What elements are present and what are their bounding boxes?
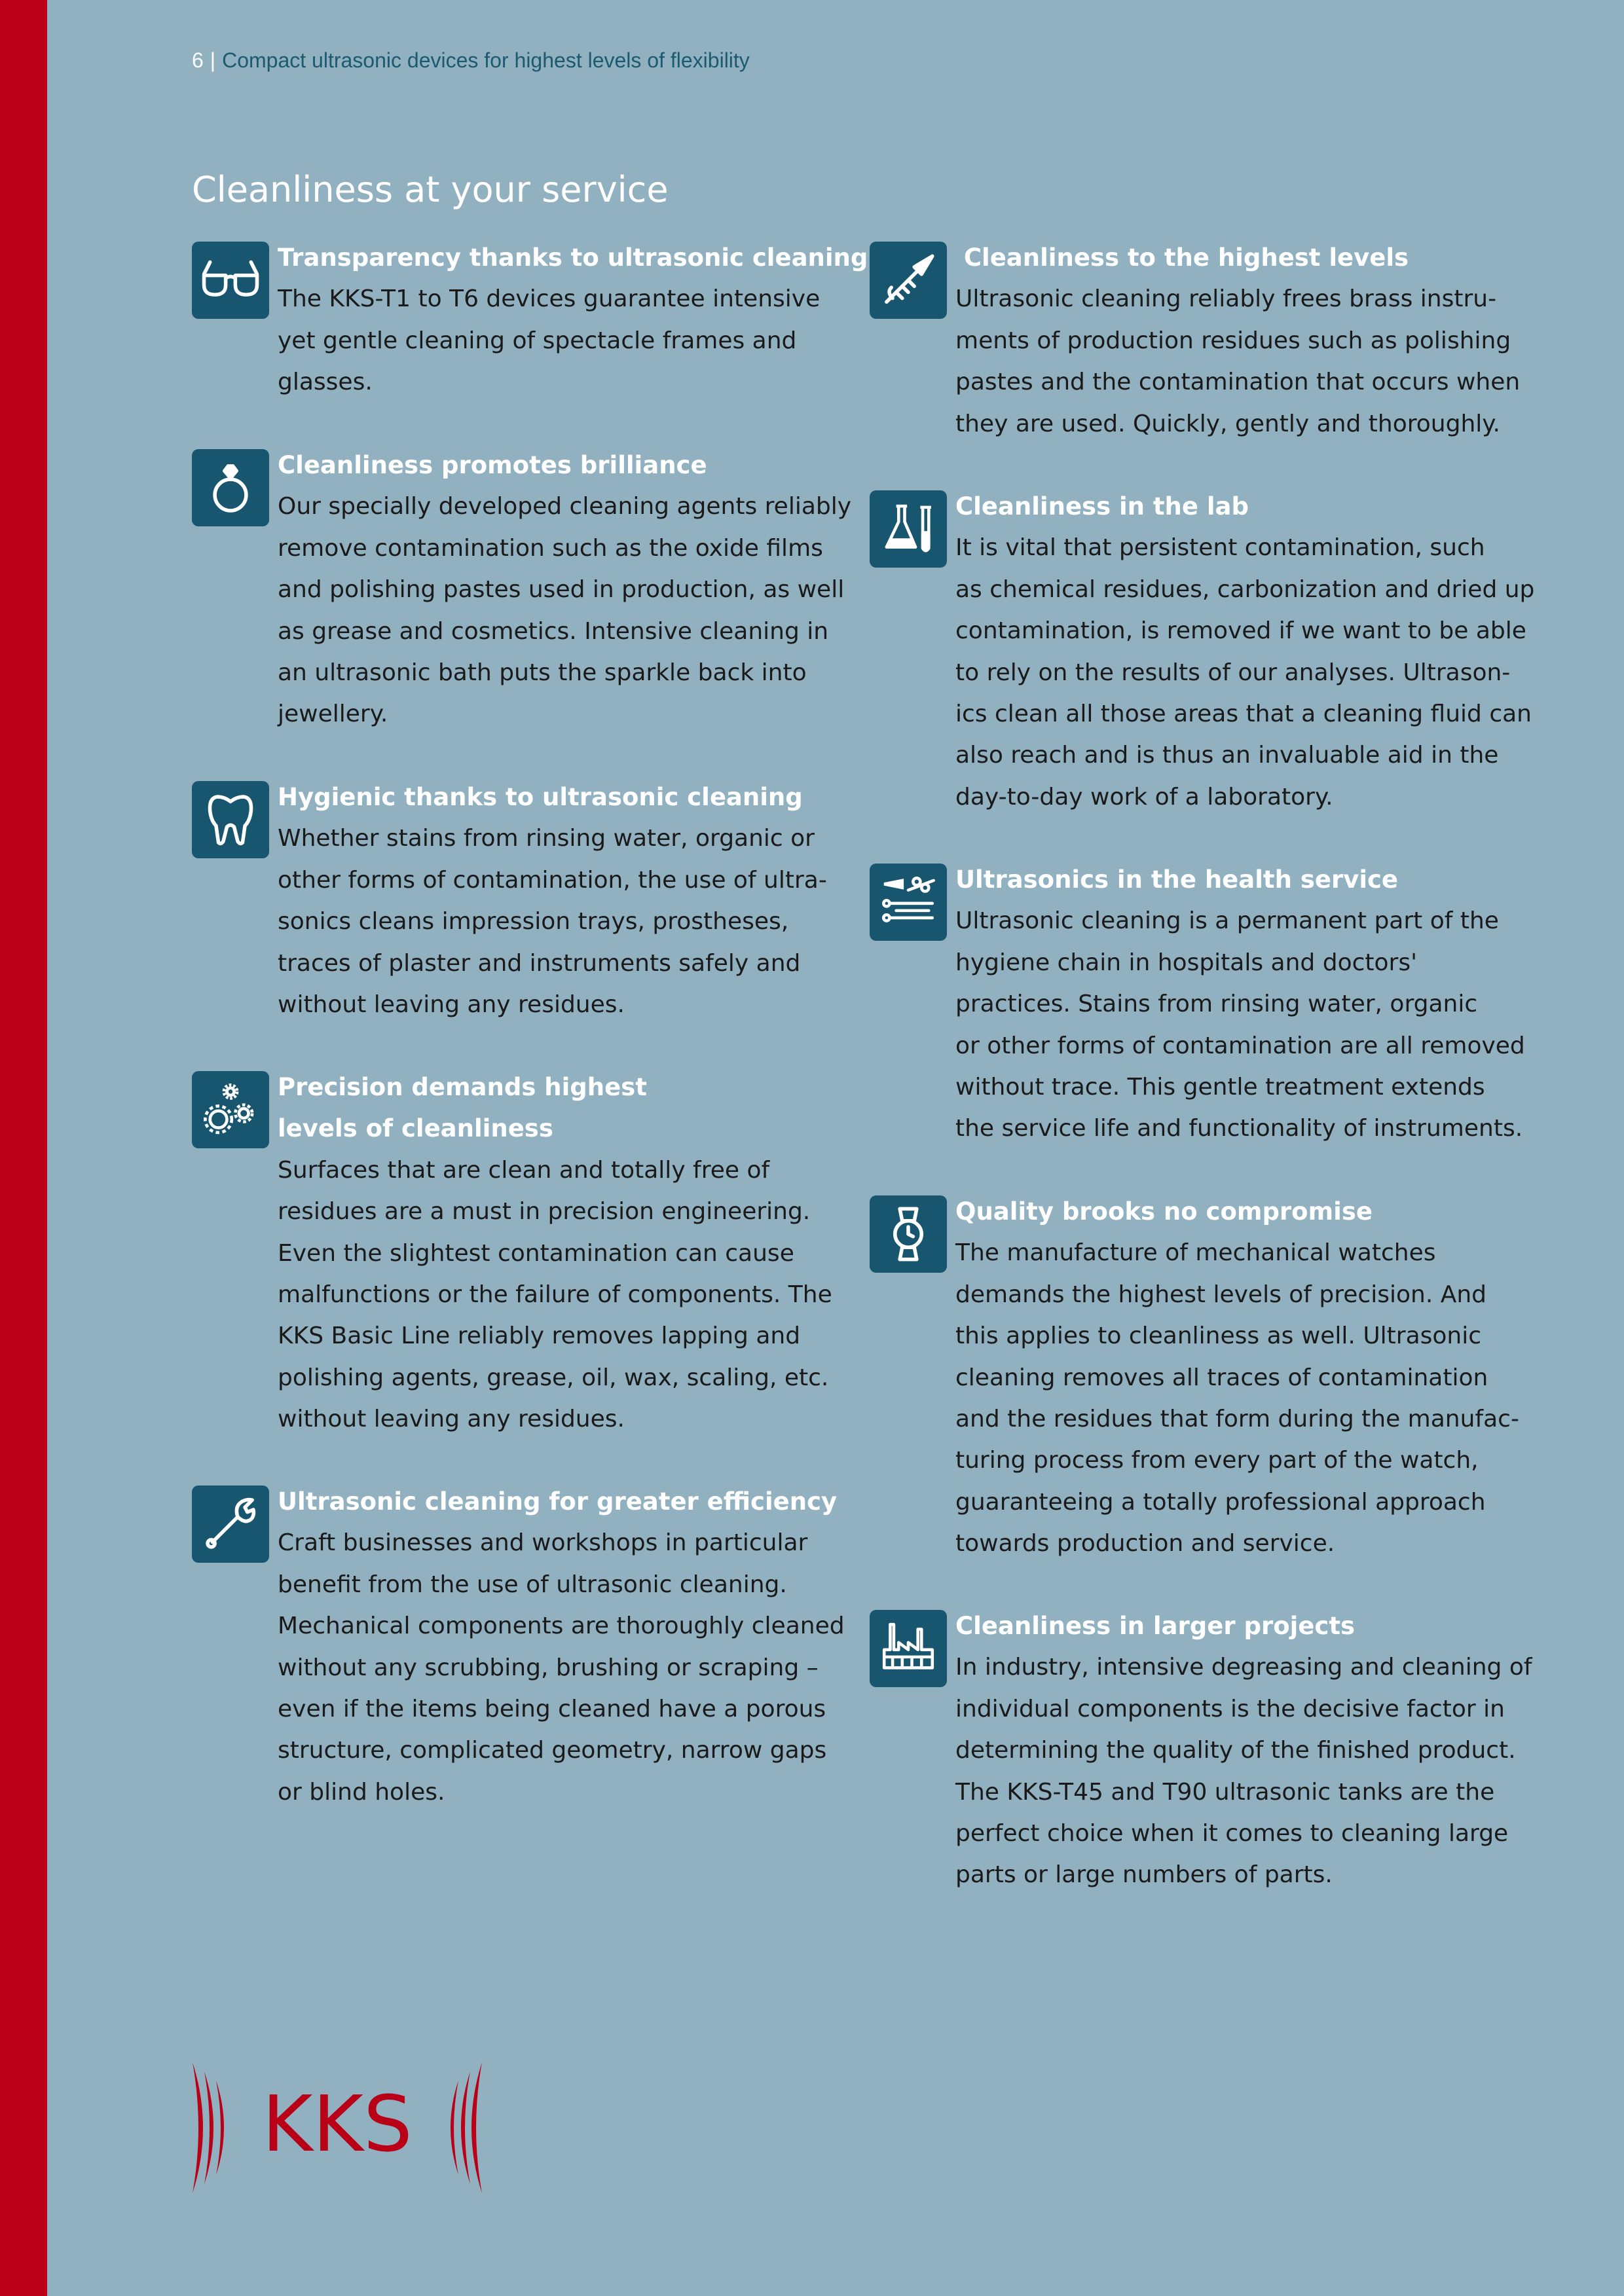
factory-icon bbox=[870, 1610, 947, 1687]
section-text-line: polishing agents, grease, oil, wax, scaling, etc. bbox=[278, 1364, 829, 1391]
kks-logo bbox=[190, 2062, 485, 2193]
section-text-line: determining the quality of the finished product. bbox=[955, 1737, 1516, 1764]
section-title: Ultrasonic cleaning for greater efficiency bbox=[278, 1487, 838, 1516]
section-text-line: an ultrasonic bath puts the sparkle back into bbox=[278, 659, 807, 687]
section-text-line: Our specially developed cleaning agents reliably bbox=[278, 493, 852, 520]
running-header bbox=[192, 48, 750, 73]
section-text-line: The KKS-T1 to T6 devices guarantee intensive bbox=[278, 285, 821, 313]
section-text-line: Even the slightest contamination can cause bbox=[278, 1239, 794, 1267]
section-text-line: guaranteeing a totally professional approach bbox=[955, 1488, 1486, 1516]
section-text-line: without any scrubbing, brushing or scraping – bbox=[278, 1654, 819, 1681]
section-text-line: pastes and the contamination that occurs when bbox=[955, 369, 1521, 396]
section-title: Cleanliness in the lab bbox=[955, 492, 1249, 520]
section-text-line: sonics cleans impression trays, prostheses, bbox=[278, 908, 789, 936]
section-text-line: towards production and service. bbox=[955, 1530, 1335, 1558]
ring-icon bbox=[192, 449, 269, 526]
watch-icon bbox=[870, 1195, 947, 1273]
section-text-line: day-to-day work of a laboratory. bbox=[955, 783, 1333, 811]
section-text-line: The KKS-T45 and T90 ultrasonic tanks are the bbox=[955, 1778, 1495, 1806]
section-text-line: jewellery. bbox=[278, 701, 388, 728]
section-text-line: individual components is the decisive factor in bbox=[955, 1695, 1505, 1722]
lab-flask-icon bbox=[870, 490, 947, 568]
section-text-line: traces of plaster and instruments safely and bbox=[278, 949, 801, 977]
page-title: Cleanliness at your service bbox=[192, 169, 669, 211]
section-text-line: practices. Stains from rinsing water, organic bbox=[955, 991, 1478, 1018]
section-text-line: as chemical residues, carbonization and dried up bbox=[955, 575, 1535, 603]
medical-instruments-icon bbox=[870, 864, 947, 941]
section-text-line: In industry, intensive degreasing and cleaning of bbox=[955, 1654, 1532, 1681]
section-text-line: they are used. Quickly, gently and thoroughly. bbox=[955, 410, 1500, 437]
section-title: Transparency thanks to ultrasonic cleaning bbox=[278, 244, 868, 272]
section-text-line: ics clean all those areas that a cleaning fluid can bbox=[955, 701, 1532, 728]
section-text-line: hygiene chain in hospitals and doctors' bbox=[955, 949, 1417, 976]
section-text-line: Ultrasonic cleaning is a permanent part of the bbox=[955, 907, 1499, 935]
section-text-line: Ultrasonic cleaning reliably frees brass instru- bbox=[955, 285, 1497, 313]
section-title: Cleanliness to the highest levels bbox=[955, 244, 1409, 272]
section-title: levels of cleanliness bbox=[278, 1114, 553, 1143]
section-text-line: Craft businesses and workshops in particular bbox=[278, 1529, 808, 1557]
section-text-line: benefit from the use of ultrasonic cleaning. bbox=[278, 1571, 787, 1598]
section-title: Hygienic thanks to ultrasonic cleaning bbox=[278, 783, 803, 811]
section-text-line: KKS Basic Line reliably removes lapping and bbox=[278, 1322, 801, 1350]
section-text-line: also reach and is thus an invaluable aid in the bbox=[955, 742, 1499, 769]
section-text-line: to rely on the results of our analyses. Ultrason- bbox=[955, 659, 1511, 686]
section-text-line: ments of production residues such as polishing bbox=[955, 327, 1511, 354]
section-text-line: It is vital that persistent contamination, such bbox=[955, 534, 1485, 562]
section-title: Quality brooks no compromise bbox=[955, 1197, 1373, 1226]
section-text-line: yet gentle cleaning of spectacle frames and bbox=[278, 327, 797, 354]
section-title: Ultrasonics in the health service bbox=[955, 866, 1399, 894]
section-text-line: contamination, is removed if we want to be able bbox=[955, 617, 1526, 645]
glasses-icon bbox=[192, 242, 269, 319]
section-text-line: and the residues that form during the manufac- bbox=[955, 1406, 1519, 1433]
section-text-line: as grease and cosmetics. Intensive cleaning in bbox=[278, 617, 829, 645]
section-text-line: glasses. bbox=[278, 369, 373, 396]
section-text-line: or other forms of contamination are all removed bbox=[955, 1032, 1525, 1059]
section-text-line: without trace. This gentle treatment extends bbox=[955, 1074, 1485, 1101]
tooth-icon bbox=[192, 781, 269, 858]
section-text-line: the service life and functionality of instruments. bbox=[955, 1115, 1523, 1142]
section-title: Precision demands highest bbox=[278, 1073, 647, 1101]
section-text-line: structure, complicated geometry, narrow gaps bbox=[278, 1737, 827, 1764]
section-text-line: turing process from every part of the watch, bbox=[955, 1447, 1479, 1474]
wrench-icon bbox=[192, 1485, 269, 1563]
section-text-line: without leaving any residues. bbox=[278, 1406, 625, 1433]
section-text-line: Mechanical components are thoroughly cleaned bbox=[278, 1613, 845, 1640]
section-text-line: perfect choice when it comes to cleaning large bbox=[955, 1820, 1509, 1848]
section-text-line: Whether stains from rinsing water, organic or bbox=[278, 825, 815, 852]
section-text-line: even if the items being cleaned have a porous bbox=[278, 1696, 826, 1723]
logo-text: KKS bbox=[262, 2079, 413, 2169]
running-title: Compact ultrasonic devices for highest levels of flexibility bbox=[222, 48, 750, 72]
section-title: Cleanliness in larger projects bbox=[955, 1612, 1356, 1640]
section-text-line: demands the highest levels of precision. And bbox=[955, 1281, 1487, 1308]
section-text-line: residues are a must in precision engineering. bbox=[278, 1198, 811, 1226]
section-title: Cleanliness promotes brilliance bbox=[278, 451, 707, 479]
section-text-line: malfunctions or the failure of components. The bbox=[278, 1281, 832, 1309]
section-text-line: or blind holes. bbox=[278, 1778, 445, 1806]
section-text-line: cleaning removes all traces of contamination bbox=[955, 1364, 1488, 1391]
section-text-line: this applies to cleanliness as well. Ultrasonic bbox=[955, 1322, 1482, 1350]
section-text-line: remove contamination such as the oxide films bbox=[278, 534, 823, 562]
section-text-line: other forms of contamination, the use of ultra- bbox=[278, 866, 827, 894]
section-text-line: parts or large numbers of parts. bbox=[955, 1861, 1333, 1889]
section-text-line: The manufacture of mechanical watches bbox=[955, 1239, 1436, 1267]
section-text-line: and polishing pastes used in production, as well bbox=[278, 576, 845, 604]
page-number: 6 bbox=[192, 48, 204, 72]
gears-icon bbox=[192, 1071, 269, 1148]
trumpet-icon bbox=[870, 242, 947, 319]
section-text-line: Surfaces that are clean and totally free of bbox=[278, 1156, 770, 1184]
section-text-line: without leaving any residues. bbox=[278, 991, 625, 1019]
accent-bar bbox=[0, 0, 47, 2296]
header-separator: | bbox=[210, 48, 216, 72]
